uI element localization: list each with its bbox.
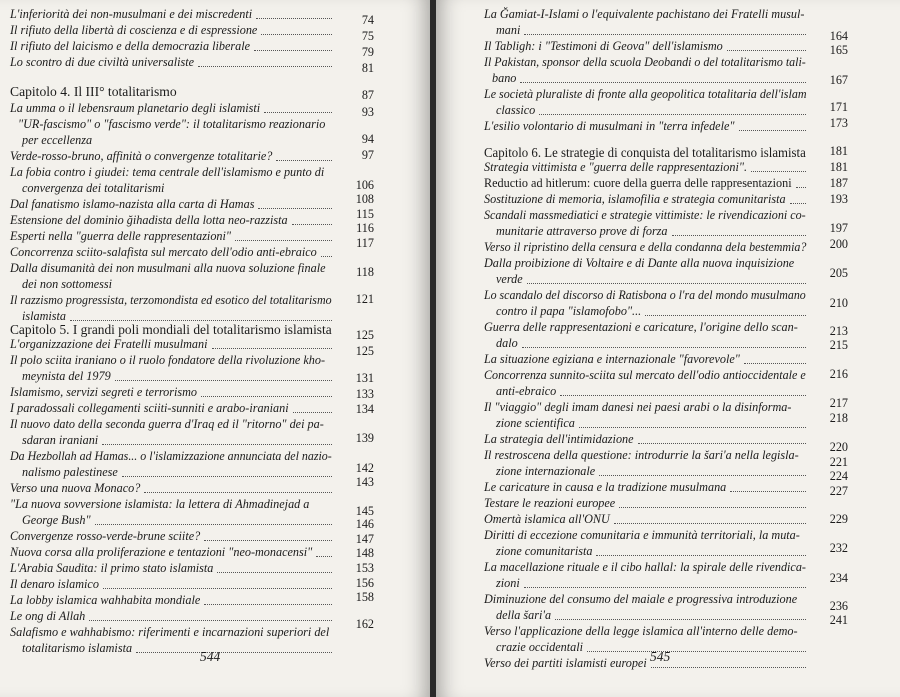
toc-entry: La lobby islamica wahhabita mondiale (10, 593, 201, 607)
toc-entry: Diminuzione del consumo del maiale e progressiva introduzione (484, 592, 798, 606)
toc-page-number: 81 (361, 61, 374, 75)
dot-leader (115, 379, 332, 381)
dot-leader (619, 506, 806, 508)
toc-page-number: 148 (355, 546, 374, 560)
right-page (436, 0, 900, 697)
toc-entry: Testare le reazioni europee (484, 496, 616, 510)
toc-page-number: 143 (355, 475, 374, 489)
toc-entry: bano (492, 71, 517, 85)
toc-page-number: 221 (829, 455, 848, 469)
dot-leader (751, 170, 806, 172)
toc-entry: zioni (496, 576, 520, 590)
toc-entry: verde (496, 272, 523, 286)
toc-page-number: 171 (829, 100, 848, 114)
dot-leader (261, 33, 332, 35)
dot-leader (524, 586, 806, 588)
toc-page-number: 236 (829, 599, 848, 613)
toc-page-number: 181 (829, 160, 848, 174)
toc-entry: Estensione del dominio ğihadista della lotta neo-razzista (10, 213, 288, 227)
toc-entry: L'inferiorità dei non-musulmani e dei miscredenti (10, 7, 253, 21)
toc-page-number: 187 (829, 176, 848, 190)
dot-leader (102, 443, 332, 445)
toc-entry: Le caricature in causa e la tradizione musulmana (484, 480, 727, 494)
toc-page-number: 131 (355, 371, 374, 385)
toc-entry: per eccellenza (22, 133, 93, 147)
toc-entry: La Ğamiat-I-Islami o l'equivalente pachistano dei Fratelli musul- (484, 7, 805, 21)
right-toc (436, 0, 900, 697)
page-number-left: 544 (200, 649, 221, 664)
toc-entry: L'esilio volontario di musulmani in "terra infedele" (484, 119, 735, 133)
toc-page-number: 125 (355, 344, 374, 358)
dot-leader (235, 239, 332, 241)
dot-leader (614, 522, 806, 524)
toc-page-number: 241 (829, 613, 848, 627)
toc-page-number: 213 (829, 324, 848, 338)
toc-page-number: 200 (829, 237, 848, 251)
toc-page-number: 117 (356, 236, 374, 250)
dot-leader (316, 555, 332, 557)
toc-entry: mani (496, 23, 521, 37)
toc-page-number: 173 (829, 116, 848, 130)
toc-page-number: 79 (361, 45, 374, 59)
toc-page-number: 153 (355, 561, 374, 575)
toc-entry: Il restroscena della questione: introdurrie la šari'a nella legisla- (484, 448, 799, 462)
toc-entry: Diritti di eccezione comunitaria e immunità territoriali, la muta- (484, 528, 800, 542)
left-toc (0, 0, 430, 697)
toc-entry: Verso l'applicazione della legge islamica all'interno delle demo- (484, 624, 798, 638)
dot-leader (520, 81, 806, 83)
left-page (0, 0, 430, 697)
toc-entry: Strategia vittimista e "guerra delle rappresentazioni". (484, 160, 747, 174)
toc-entry: crazie occidentali (496, 640, 583, 654)
dot-leader (730, 490, 806, 492)
toc-page-number: 205 (829, 266, 848, 280)
toc-entry: Verso una nuova Monaco? (10, 481, 141, 495)
toc-entry: Salafismo e wahhabismo: riferimenti e incarnazioni superiori del (10, 625, 330, 639)
toc-entry: meynista del 1979 (22, 369, 111, 383)
toc-page-number: 193 (829, 192, 848, 206)
dot-leader (587, 650, 806, 652)
dot-leader (217, 571, 332, 573)
toc-page-number: 215 (829, 338, 848, 352)
toc-page-number: 147 (355, 532, 374, 546)
toc-entry: dalo (496, 336, 518, 350)
dot-leader (539, 113, 806, 115)
dot-leader (212, 347, 332, 349)
toc-entry: La macellazione rituale e il cibo hallal: la spirale delle rivendica- (484, 560, 806, 574)
toc-entry: Scandali massmediatici e strategie vittimiste: le rivendicazioni co- (484, 208, 806, 222)
toc-entry: Il nuovo dato della seconda guerra d'Iraq ed il "ritorno" dei pa- (10, 417, 324, 431)
toc-entry: L'organizzazione dei Fratelli musulmani (10, 337, 208, 351)
toc-entry: Dalla proibizione di Voltaire e di Dante alla nuova inquisizione (484, 256, 795, 270)
toc-page-number: 164 (829, 29, 848, 43)
toc-entry: Lo scandalo del discorso di Ratisbona o l'ra del mondo musulmano (484, 288, 806, 302)
dot-leader (144, 491, 332, 493)
toc-entry: Il rifiuto della libertà di coscienza e di espressione (10, 23, 258, 37)
toc-entry: della šari'a (496, 608, 552, 622)
toc-entry: zione internazionale (496, 464, 596, 478)
toc-entry: Verde-rosso-bruno, affinità o convergenze totalitarie? (10, 149, 273, 163)
toc-entry: convergenza dei totalitarismi (22, 181, 165, 195)
dot-leader (651, 666, 806, 668)
dot-leader (264, 111, 332, 113)
toc-entry: La situazione egiziana e internazionale "favorevole" (484, 352, 740, 366)
dot-leader (70, 319, 332, 321)
toc-entry: Il Tabligh: i "Testimoni di Geova" dell'islamismo (484, 39, 723, 53)
toc-page-number: 74 (361, 13, 374, 27)
toc-page-number: 97 (361, 148, 374, 162)
dot-leader (122, 475, 332, 477)
dot-leader (560, 394, 806, 396)
dot-leader (524, 33, 806, 35)
toc-page-number: 158 (355, 590, 374, 604)
dot-leader (555, 618, 806, 620)
toc-entry: Reductio ad hitlerum: cuore della guerra delle rappresentazioni (484, 176, 792, 190)
toc-page-number: 165 (829, 43, 848, 57)
toc-entry: dei non sottomessi (22, 277, 113, 291)
toc-entry: Verso dei partiti islamisti europei (484, 656, 647, 670)
toc-entry: munitarie attraverso prove di forza (496, 224, 668, 238)
toc-page-number: 217 (829, 396, 848, 410)
toc-page-number: 218 (829, 411, 848, 425)
toc-entry: zione comunitarista (496, 544, 593, 558)
toc-entry: Concorrenza sciito-salafista sul mercato dell'odio anti-ebraico (10, 245, 317, 259)
toc-page-number: 118 (356, 265, 374, 279)
toc-page-number: 156 (355, 576, 374, 590)
toc-page-number: 234 (829, 571, 848, 585)
dot-leader (527, 282, 806, 284)
toc-page-number: 133 (355, 387, 374, 401)
toc-entry: Islamismo, servizi segreti e terrorismo (10, 385, 197, 399)
toc-page-number: 216 (829, 367, 848, 381)
toc-entry: Dalla disumanità dei non musulmani alla nuova soluzione finale (10, 261, 326, 275)
dot-leader (599, 474, 806, 476)
toc-page-number: 229 (829, 512, 848, 526)
toc-page-number: 227 (829, 484, 848, 498)
page-number-right: 545 (650, 649, 671, 664)
dot-leader (292, 223, 332, 225)
toc-page-number: 220 (829, 440, 848, 454)
toc-entry: Il rifiuto del laicismo e della democrazia liberale (10, 39, 250, 53)
dot-leader (579, 426, 806, 428)
toc-entry: Il denaro islamico (10, 577, 99, 591)
toc-page-number: 115 (356, 207, 374, 221)
toc-entry: L'Arabia Saudita: il primo stato islamista (10, 561, 214, 575)
toc-page-number: 75 (361, 29, 374, 43)
toc-entry: "La nuova sovversione islamista: la lettera di Ahmadinejad a (10, 497, 310, 511)
toc-entry: La umma o il lebensraum planetario degli islamisti (10, 101, 261, 115)
toc-entry: Il "viaggio" degli imam danesi nei paesi arabi o la disinforma- (484, 400, 792, 414)
dot-leader (258, 207, 332, 209)
toc-entry: Il Pakistan, sponsor della scuola Deobandi o del totalitarismo tali- (484, 55, 806, 69)
toc-page-number: 134 (355, 402, 374, 416)
dot-leader (790, 202, 806, 204)
dot-leader (89, 619, 332, 621)
toc-entry: classico (496, 103, 536, 117)
dot-leader (645, 314, 806, 316)
toc-page-number: 145 (355, 504, 374, 518)
toc-entry: Dal fanatismo islamo-nazista alla carta di Hamas (10, 197, 255, 211)
dot-leader (204, 539, 332, 541)
toc-page-number: 116 (356, 221, 374, 235)
dot-leader (204, 603, 332, 605)
dot-leader (201, 395, 332, 397)
toc-page-number: 224 (829, 469, 848, 483)
toc-entry: Nuova corsa alla proliferazione e tentazioni "neo-monacensi" (10, 545, 313, 559)
dot-leader (321, 255, 332, 257)
toc-page-number: 142 (355, 461, 374, 475)
toc-page-number: 125 (355, 328, 374, 342)
dot-leader (136, 651, 332, 653)
toc-page-number: 167 (829, 73, 848, 87)
dot-leader (727, 49, 806, 51)
toc-entry: Guerra delle rappresentazioni e caricature, l'origine dello scan- (484, 320, 798, 334)
toc-entry: Da Hezbollah ad Hamas... o l'islamizzazione annunciata del nazio- (10, 449, 332, 463)
toc-page-number: 146 (355, 517, 374, 531)
dot-leader (638, 442, 806, 444)
dot-leader (672, 234, 806, 236)
toc-entry: Il polo sciita iraniano o il ruolo fondatore della rivoluzione kho- (10, 353, 326, 367)
toc-entry: "UR-fascismo" o "fascismo verde": il totalitarismo reazionario (18, 117, 326, 131)
chapter-heading: Capitolo 4. Il III° totalitarismo (10, 84, 177, 99)
toc-page-number: 93 (361, 105, 374, 119)
toc-entry: contro il papa "islamofobo"... (496, 304, 642, 318)
toc-entry: totalitarismo islamista (22, 641, 133, 655)
dot-leader (256, 17, 332, 19)
toc-entry: nalismo palestinese (22, 465, 118, 479)
toc-entry: anti-ebraico (496, 384, 557, 398)
toc-page-number: 106 (355, 178, 374, 192)
toc-entry: Il razzismo progressista, terzomondista ed esotico del totalitarismo (10, 293, 332, 307)
toc-page-number: 210 (829, 296, 848, 310)
toc-page-number: 181 (829, 144, 848, 158)
toc-entry: zione scientifica (496, 416, 575, 430)
toc-entry: Convergenze rosso-verde-brune sciite? (10, 529, 201, 543)
toc-entry: Le società pluraliste di fronte alla geopolitica totalitaria dell'islam (484, 87, 807, 101)
dot-leader (596, 554, 806, 556)
dot-leader (95, 523, 332, 525)
toc-entry: Esperti nella "guerra delle rappresentazioni" (10, 229, 232, 243)
chapter-heading: Capitolo 6. Le strategie di conquista del totalitarismo islamista (484, 145, 806, 160)
toc-entry: sdaran iraniani (22, 433, 99, 447)
toc-entry: Verso il ripristino della censura e della condanna dela bestemmia? (484, 240, 807, 254)
toc-page-number: 87 (361, 88, 374, 102)
dot-leader (254, 49, 332, 51)
toc-entry: Lo scontro di due civiltà universaliste (10, 55, 195, 69)
dot-leader (796, 186, 806, 188)
dot-leader (522, 346, 806, 348)
toc-entry: La fobia contro i giudei: tema centrale dell'islamismo e punto di (10, 165, 325, 179)
toc-entry: George Bush" (22, 513, 91, 527)
dot-leader (276, 159, 332, 161)
toc-entry: I paradossali collegamenti sciiti-sunniti e arabo-iraniani (10, 401, 289, 415)
dot-leader (198, 65, 332, 67)
toc-entry: islamista (22, 309, 67, 323)
dot-leader (103, 587, 332, 589)
chapter-heading: Capitolo 5. I grandi poli mondiali del totalitarismo islamista (10, 322, 332, 337)
toc-page-number: 108 (355, 192, 374, 206)
toc-entry: La strategia dell'intimidazione (484, 432, 634, 446)
toc-entry: Omertà islamica all'ONU (484, 512, 610, 526)
toc-page-number: 162 (355, 617, 374, 631)
toc-entry: Le ong di Allah (10, 609, 86, 623)
toc-page-number: 197 (829, 221, 848, 235)
dot-leader (744, 362, 806, 364)
toc-page-number: 139 (355, 431, 374, 445)
toc-page-number: 94 (361, 132, 374, 146)
toc-page-number: 121 (355, 292, 374, 306)
toc-entry: Sostituzione di memoria, islamofilia e strategia comunitarista (484, 192, 786, 206)
toc-entry: Concorrenza sunnito-sciita sul mercato dell'odio antioccidentale e (484, 368, 806, 382)
toc-page-number: 232 (829, 541, 848, 555)
dot-leader (739, 129, 806, 131)
dot-leader (293, 411, 332, 413)
